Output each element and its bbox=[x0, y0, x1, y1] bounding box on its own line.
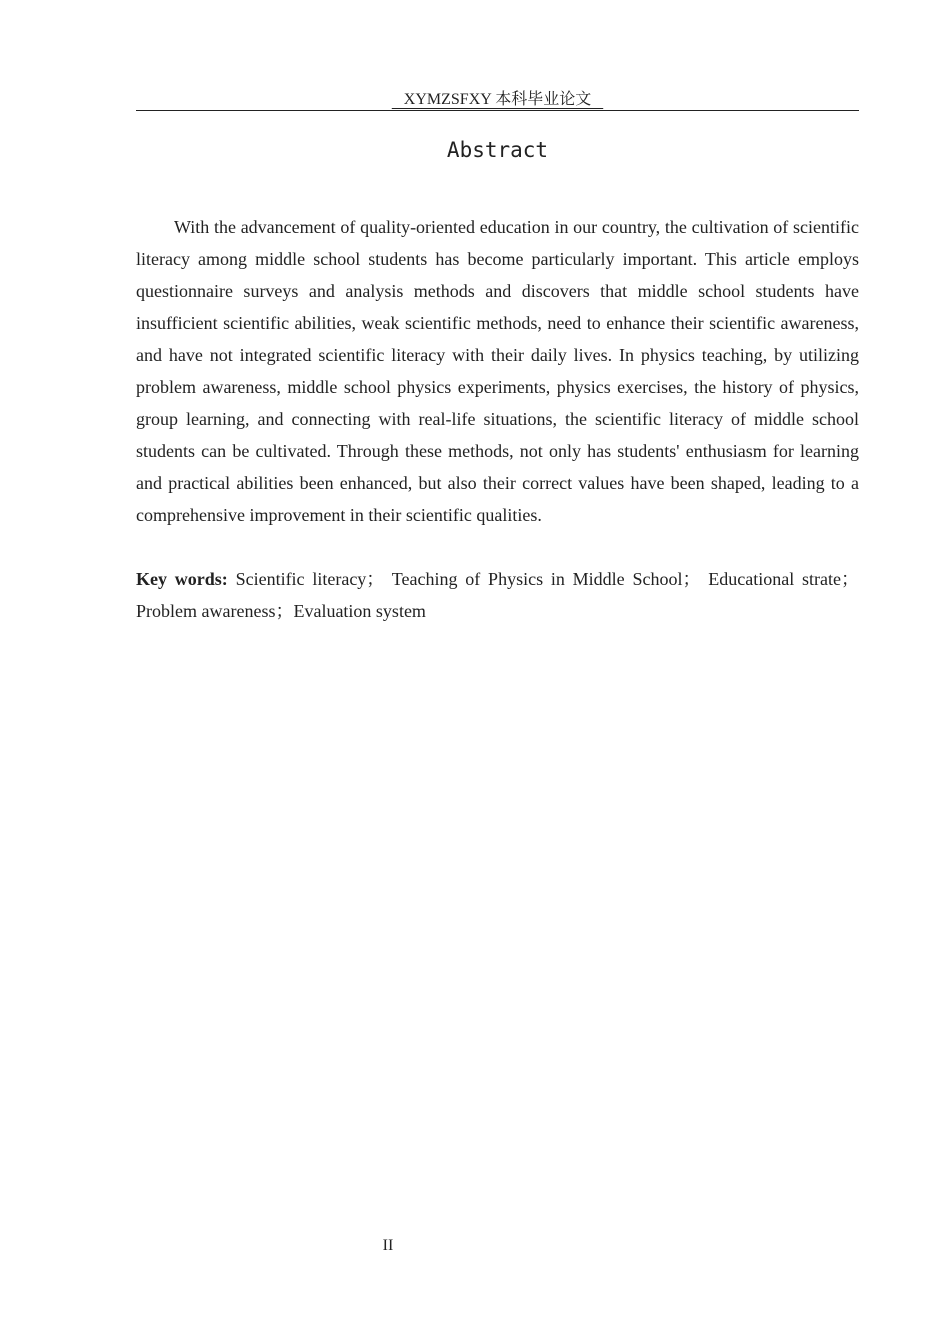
abstract-title: Abstract bbox=[446, 138, 549, 162]
keywords-label: Key words: bbox=[136, 569, 228, 589]
keywords-text: Scientific literacy； Teaching of Physics in Middle School； Educational strate； Problem awareness；Evaluation system bbox=[136, 569, 859, 621]
running-header bbox=[136, 90, 859, 111]
keywords-paragraph bbox=[136, 563, 859, 627]
page-number: II bbox=[382, 1237, 394, 1254]
running-header-title: XYMZSFXY 本科毕业论文 bbox=[391, 91, 604, 108]
abstract-body: With the advancement of quality-oriented education in our country, the cultivation of scientific literacy among middle school students has become particularly important. This article employs questionnaire surveys and analysis methods and discovers that middle school students have insufficient scientific abilities, weak scientific methods, need to enhance their scientific awareness, and have not integrated scientific literacy with their daily lives. In physics teaching, by utilizing problem awareness, middle school physics experiments, physics exercises, the history of physics, group learning, and connecting with real-life situations, the scientific literacy of middle school students can be cultivated. Through these methods, not only has students' enthusiasm for learning and practical abilities been enhanced, but also their correct values have been shaped, leading to a comprehensive improvement in their scientific qualities. bbox=[136, 217, 859, 525]
